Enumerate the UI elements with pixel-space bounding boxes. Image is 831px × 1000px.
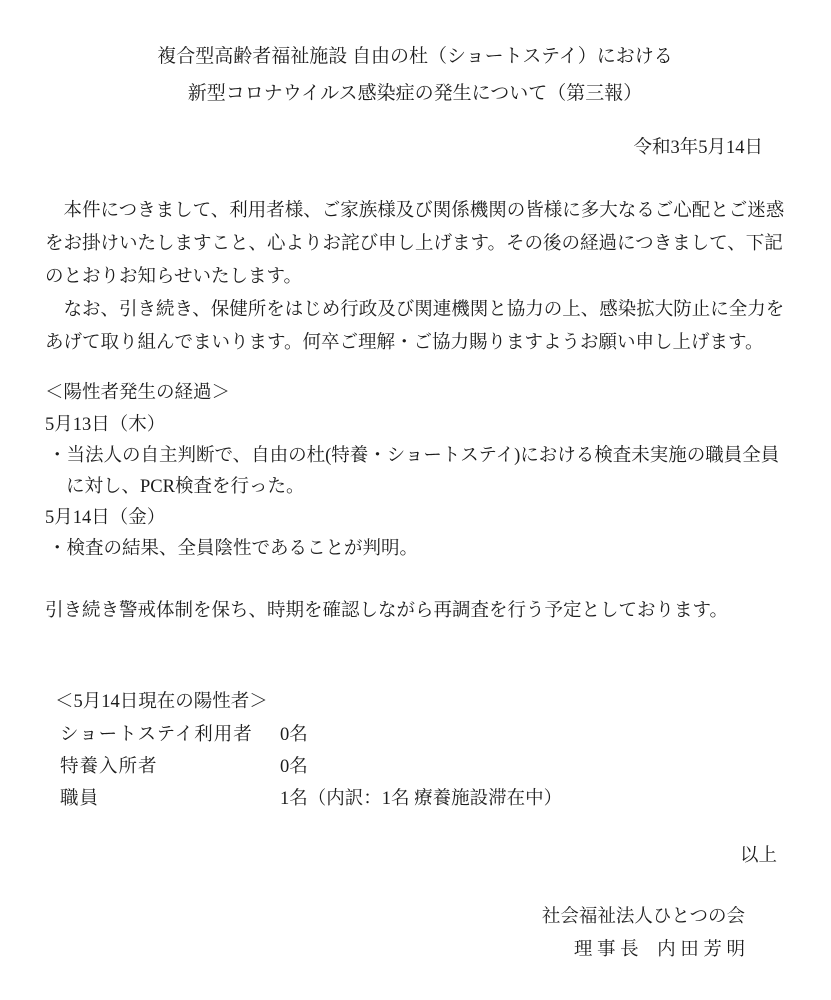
status-row-value: 0名: [280, 725, 308, 745]
progress-section-heading: ＜陽性者発生の経過＞: [45, 383, 231, 403]
intro-line-1: 本件につきまして、利用者様、ご家族様及び関係機関の皆様に多大なるご心配とご迷惑: [63, 201, 785, 221]
table-row: [45, 783, 785, 815]
progress-date-1: 5月13日（木）: [45, 415, 166, 435]
title-line-2: 新型コロナウイルス感染症の発生について（第三報）: [187, 83, 643, 104]
progress-item-1-line-2: に対し、PCR検査を行った。: [66, 477, 305, 497]
status-row-label: 職員: [60, 789, 100, 809]
status-row-value: 0名: [280, 757, 308, 777]
signature-block: [45, 901, 785, 967]
progress-item-2: ・検査の結果、全員陰性であることが判明。: [48, 539, 419, 559]
document-title: [45, 38, 785, 112]
intro-line-5: あげて取り組んでまいります。何卒ご理解・ご協力賜りますようお願い申し上げます。: [45, 333, 764, 353]
table-row: [45, 751, 785, 783]
intro-paragraphs: [45, 195, 785, 360]
title-line-1: 複合型高齢者福祉施設 自由の杜（ショートステイ）における: [157, 46, 673, 67]
intro-line-3: のとおりお知らせいたします。: [45, 267, 302, 287]
status-row-value: 1名（内訳：1名 療養施設滞在中）: [280, 789, 563, 809]
progress-timeline: [45, 410, 785, 565]
status-row-label: 特養入所者: [60, 757, 158, 777]
status-row-label: ショートステイ利用者: [60, 725, 253, 745]
table-row: [45, 719, 785, 751]
intro-line-4: なお、引き続き、保健所をはじめ行政及び関連機関と協力の上、感染拡大防止に全力を: [63, 300, 785, 320]
status-section-heading: ＜5月14日現在の陽性者＞: [55, 692, 268, 712]
followup-note: 引き続き警戒体制を保ち、時期を確認しながら再調査を行う予定としております。: [45, 601, 729, 621]
progress-item-1-line-1: ・当法人の自主判断で、自由の杜(特養・ショートステイ)における検査未実施の職員全員: [48, 446, 780, 466]
closing-mark: 以上: [739, 846, 777, 866]
signature-organization: 社会福祉法人ひとつの会: [541, 907, 745, 927]
intro-line-2: をお掛けいたしますこと、心よりお詫び申し上げます。その後の経過につきまして、下記: [45, 234, 783, 254]
document-date: 令和3年5月14日: [633, 138, 763, 158]
signature-title-name: 理 事 長 内 田 芳 明: [573, 940, 745, 960]
positive-cases-table: [45, 719, 785, 815]
progress-date-2: 5月14日（金）: [45, 508, 166, 528]
